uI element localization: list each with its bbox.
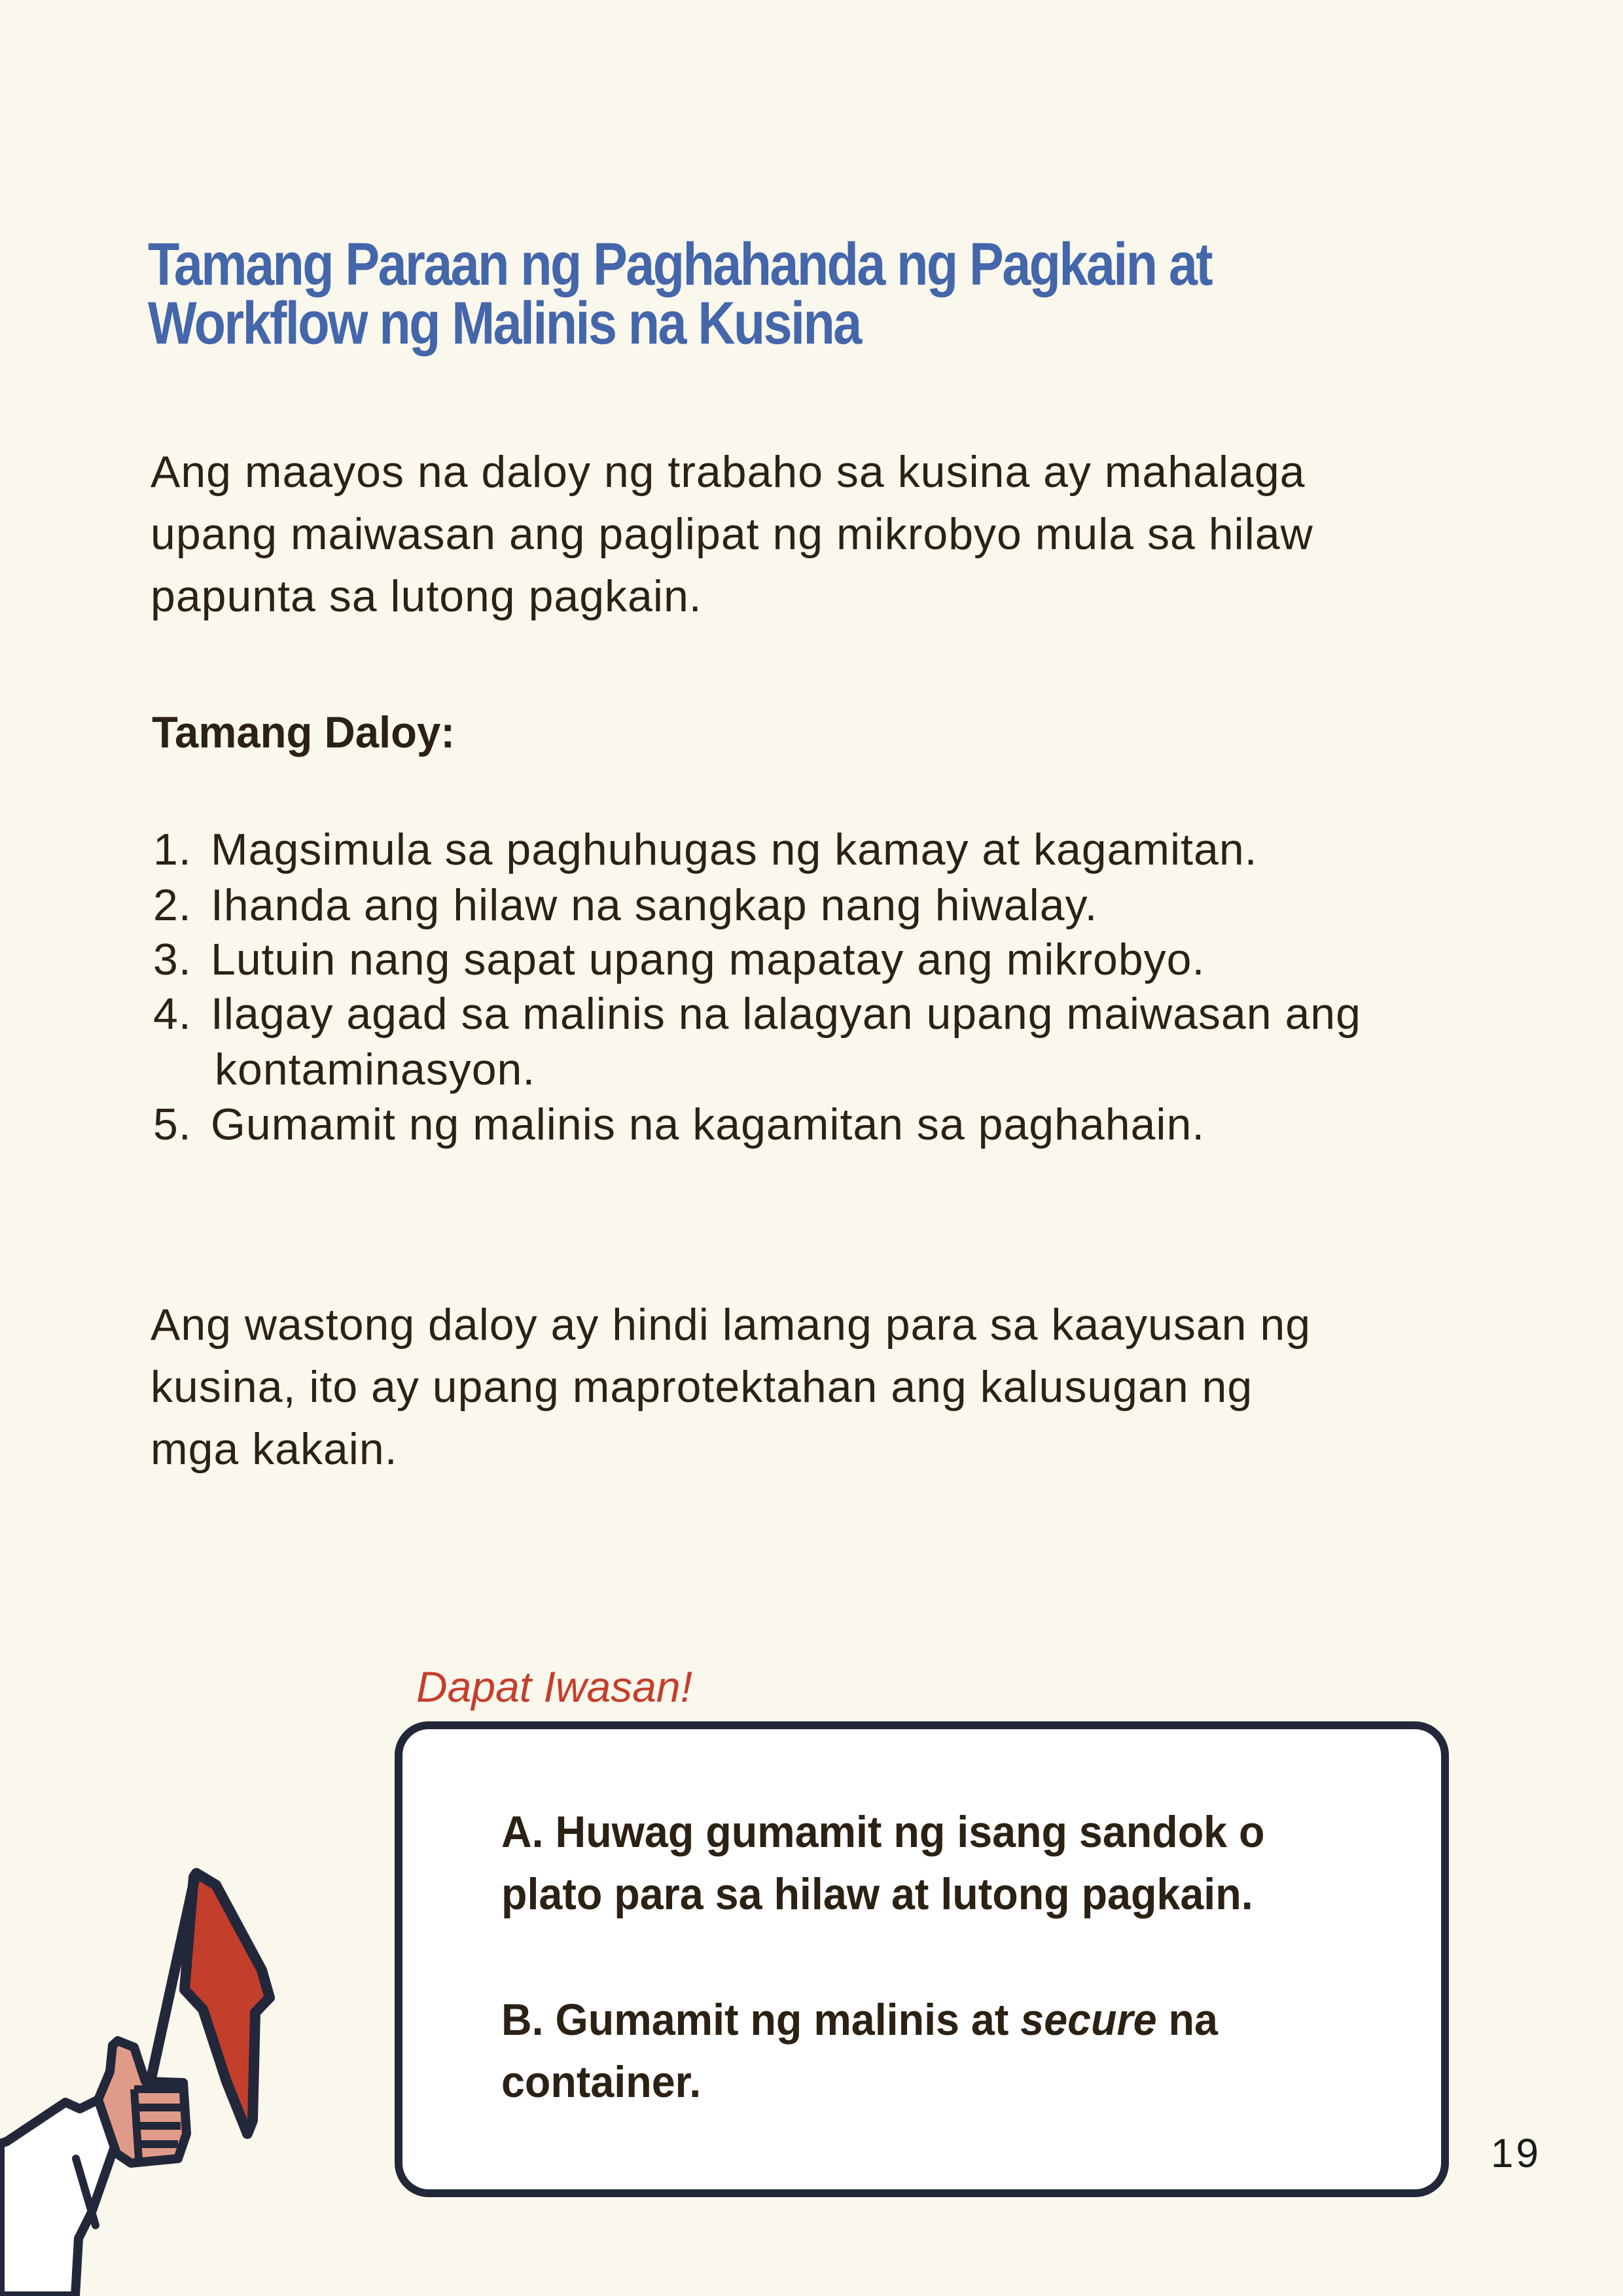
- page-number: 19: [1491, 2131, 1541, 2176]
- flow-list-item-1: [153, 827, 1462, 873]
- intro-line-3: papunta sa lutong pagkain.: [151, 571, 702, 621]
- warning-item-b-line-2: container.: [501, 2057, 702, 2107]
- flow-heading: Tamang Daloy:: [152, 708, 455, 757]
- list-number: 2.: [153, 880, 192, 930]
- red-flag-icon: [185, 1873, 270, 2134]
- list-text: Gumamit ng malinis na kagamitan sa paghahain.: [211, 1100, 1205, 1149]
- list-text: Ilagay agad sa malinis na lalagyan upang maiwasan ang: [211, 989, 1361, 1039]
- list-number: 4.: [153, 989, 192, 1039]
- warning-item-a-line-2: plato para sa hilaw at lutong pagkain.: [501, 1869, 1253, 1919]
- list-number: 3.: [153, 935, 192, 984]
- hand-holding-red-flag-icon: [0, 1846, 314, 2296]
- flow-list-item-5: [153, 1102, 1462, 1148]
- list-text: Lutuin nang sapat upang mapatay ang mikrobyo.: [211, 935, 1205, 984]
- list-text: Magsimula sa paghuhugas ng kamay at kagamitan.: [211, 825, 1258, 874]
- conclusion-line-3: mga kakain.: [151, 1424, 398, 1474]
- warning-label: Dapat Iwasan!: [416, 1662, 692, 1711]
- secure-emphasis: secure: [1020, 1995, 1157, 2045]
- warning-box: [395, 1721, 1449, 2197]
- sleeve-icon: [0, 2100, 115, 2296]
- intro-line-1: Ang maayos na daloy ng trabaho sa kusina ay mahalaga: [151, 447, 1306, 497]
- page-title-line-2: Workflow ng Malinis na Kusina: [148, 290, 861, 357]
- warning-item-b-text-end: na: [1156, 1995, 1218, 2045]
- warning-item-b-text: B. Gumamit ng malinis at: [501, 1995, 1021, 2045]
- warning-item-b-line-1: [501, 1995, 1218, 2045]
- conclusion-line-1: Ang wastong daloy ay hindi lamang para sa kaayusan ng: [151, 1300, 1311, 1350]
- intro-line-2: upang maiwasan ang paglipat ng mikrobyo mula sa hilaw: [151, 509, 1313, 559]
- flow-list-item-4: [153, 989, 1462, 1103]
- flow-list-item-3: [153, 937, 1462, 983]
- conclusion-line-2: kusina, ito ay upang maprotektahan ang kalusugan ng: [151, 1362, 1253, 1412]
- page-title-line-1: Tamang Paraan ng Paghahanda ng Pagkain at: [148, 231, 1212, 298]
- list-text: Ihanda ang hilaw na sangkap nang hiwalay.: [211, 880, 1098, 930]
- warning-item-a-line-1: A. Huwag gumamit ng isang sandok o: [501, 1807, 1265, 1857]
- list-number: 5.: [153, 1100, 192, 1149]
- list-text-continued: kontaminasyon.: [215, 1045, 536, 1094]
- flow-list-item-2: [153, 880, 1462, 930]
- list-number: 1.: [153, 825, 192, 874]
